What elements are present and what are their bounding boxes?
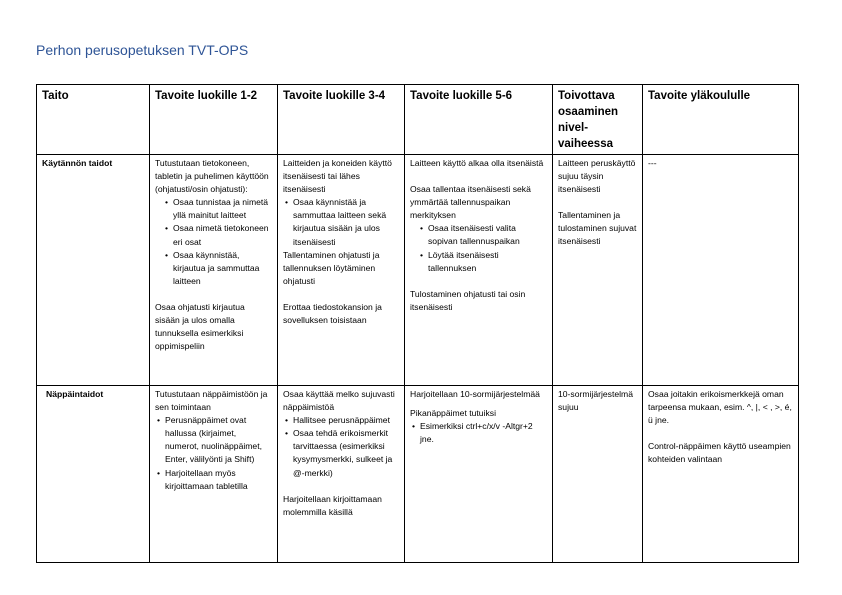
table-row: [37, 155, 799, 386]
cell-text: Pikanäppäimet tutuiksi: [410, 408, 496, 419]
cell-intro: Tutustutaan tietokoneen, tabletin ja puhelimen käyttöön (ohjatusti/osin ohjatusti):: [155, 158, 269, 195]
cell-intro: Osaa käyttää melko sujuvasti näppäimistöä: [283, 389, 395, 413]
header-skill: Taito: [37, 85, 150, 155]
header-row: [37, 85, 799, 155]
list-item: • Osaa itsenäisesti valita sopivan tallennuspaikan: [420, 222, 547, 248]
cell-outro: Control-näppäimen käyttö useampien kohteiden valintaan: [648, 441, 791, 465]
cell-intro: Tutustutaan näppäimistöön ja sen toimintaan: [155, 389, 268, 413]
cell-upper-school: [643, 155, 799, 386]
bullet-list: [155, 414, 272, 493]
bullet-list: [283, 196, 399, 248]
list-item: • Osaa nimetä tietokoneen eri osat: [165, 222, 272, 248]
cell-grade-5-6: [405, 386, 553, 563]
list-item: • Osaa tehdä erikoismerkit tarvittaessa (esimerkiksi kysymysmerkki, sulkeet ja @-merkki): [285, 427, 399, 479]
bullet-list: [410, 222, 547, 274]
bullet-list: [283, 414, 399, 479]
cell-outro: Osaa ohjatusti kirjautua sisään ja ulos omalla tunnuksella esimerkiksi oppimispeliin: [155, 301, 245, 352]
cell-transition: [553, 386, 643, 563]
cell-upper-school: [643, 386, 799, 563]
skill-cell: Käytännön taidot: [37, 155, 150, 386]
cell-transition: [553, 155, 643, 386]
list-item: • Osaa käynnistää ja sammuttaa laitteen sekä kirjautua sisään ja ulos itsenäisesti: [285, 196, 399, 248]
list-item: • Harjoitellaan myös kirjoittamaan tabletilla: [157, 467, 272, 493]
list-item: • Perusnäppäimet ovat hallussa (kirjaimet, numerot, nuolinäppäimet, Enter, välilyönti ja Shift): [157, 414, 272, 466]
cell-line: Tallentaminen ohjatusti ja tallennuksen löytäminen ohjatusti: [283, 249, 380, 286]
header-grade-5-6: Tavoite luokille 5-6: [405, 85, 553, 155]
cell-intro: Laitteen käyttö alkaa olla itsenäistä: [410, 158, 544, 168]
list-item: • Esimerkiksi ctrl+c/x/v -Altgr+2 jne.: [412, 420, 547, 446]
cell-grade-3-4: [278, 155, 405, 386]
document-title: Perhon perusopetuksen TVT-OPS: [36, 42, 249, 58]
skill-cell: Näppäintaidot: [37, 386, 150, 563]
bullet-list: [155, 196, 272, 288]
list-item: • Hallitsee perusnäppäimet: [285, 414, 399, 427]
cell-intro: Laitteiden ja koneiden käyttö itsenäisesti tai lähes itsenäisesti: [283, 158, 392, 195]
cell-outro: Tallentaminen ja tulostaminen sujuvat itsenäisesti: [558, 210, 637, 247]
cell-text: Osaa tallentaa itsenäisesti sekä ymmärtää tallennuspaikan merkityksen: [410, 184, 531, 221]
header-grade-1-2: Tavoite luokille 1-2: [150, 85, 278, 155]
table-row: [37, 386, 799, 563]
cell-outro: Harjoitellaan kirjoittamaan molemmilla käsillä: [283, 493, 382, 517]
list-item: • Osaa käynnistää, kirjautua ja sammuttaa laitteen: [165, 249, 272, 288]
header-transition: Toivottava osaaminen nivel-vaiheessa: [553, 85, 643, 155]
list-item: • Löytää itsenäisesti tallennuksen: [420, 249, 547, 275]
header-upper-school: Tavoite yläkoululle: [643, 85, 799, 155]
cell-grade-5-6: [405, 155, 553, 386]
ops-table: [36, 84, 799, 563]
cell-intro: 10-sormijärjestelmä sujuu: [558, 389, 633, 413]
bullet-list: [410, 420, 547, 446]
cell-intro: Laitteen peruskäyttö sujuu täysin itsenäisesti: [558, 158, 636, 195]
cell-text: ---: [648, 158, 657, 168]
cell-intro: Harjoitellaan 10-sormijärjestelmää: [410, 389, 540, 399]
cell-outro: Tulostaminen ohjatusti tai osin itsenäisesti: [410, 288, 526, 312]
list-item: • Osaa tunnistaa ja nimetä yllä mainitut laitteet: [165, 196, 272, 222]
cell-grade-1-2: [150, 155, 278, 386]
header-grade-3-4: Tavoite luokille 3-4: [278, 85, 405, 155]
cell-intro: Osaa joitakin erikoismerkkejä oman tarpeensa mukaan, esim. ^, |, < , >, é, ü jne.: [648, 389, 792, 426]
cell-grade-1-2: [150, 386, 278, 563]
cell-outro: Erottaa tiedostokansion ja sovelluksen toisistaan: [283, 301, 382, 326]
cell-grade-3-4: [278, 386, 405, 563]
